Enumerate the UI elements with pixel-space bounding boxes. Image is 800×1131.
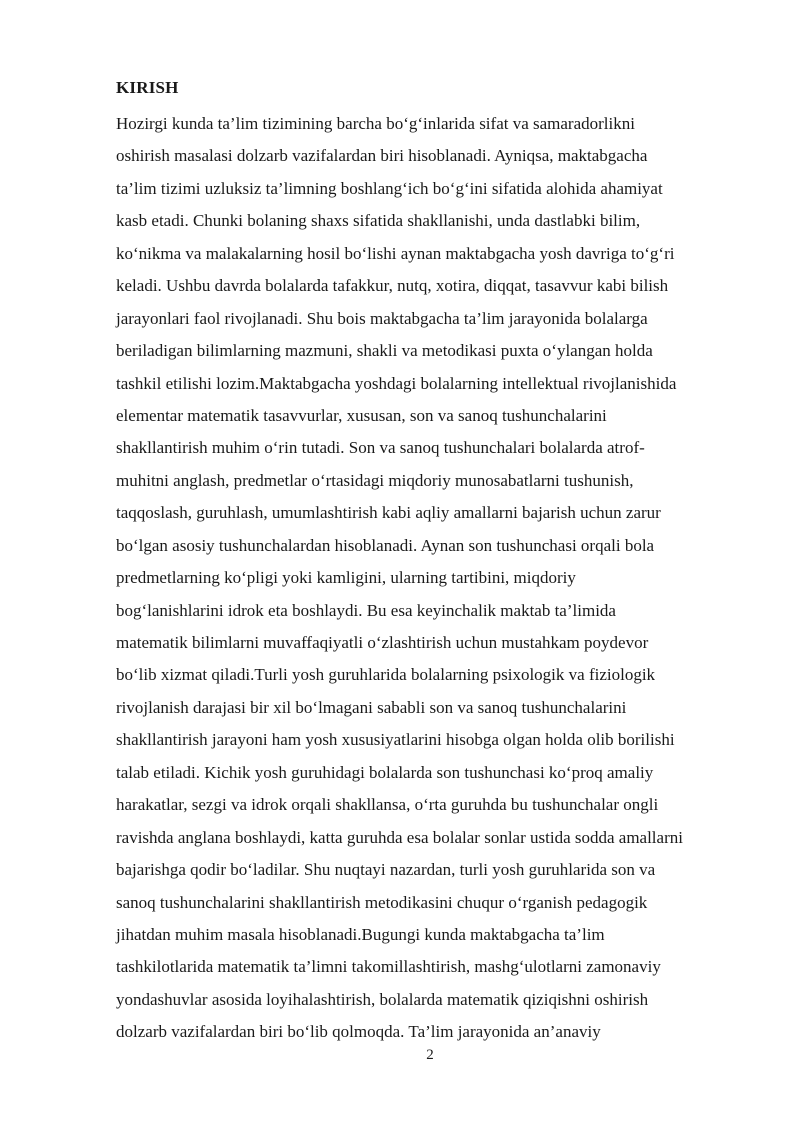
body-paragraph bbox=[116, 108, 756, 1049]
text-line: rivojlanish darajasi bir xil bo‘lmagani sababli son va sanoq tushunchalarini bbox=[116, 697, 627, 717]
text-line: ta’lim tizimi uzluksiz ta’limning boshlang‘ich bo‘g‘ini sifatida alohida ahamiyat bbox=[116, 178, 663, 198]
text-line: bajarishga qodir bo‘ladilar. Shu nuqtayi nazardan, turli yosh guruhlarida son va bbox=[116, 860, 656, 880]
text-line: jihatdan muhim masala hisoblanadi.Bugungi kunda maktabgacha ta’lim bbox=[116, 924, 605, 944]
page-number: 2 bbox=[426, 1047, 434, 1063]
text-line: taqqoslash, guruhlash, umumlashtirish kabi aqliy amallarni bajarish uchun zarur bbox=[116, 503, 661, 523]
text-line: ko‘nikma va malakalarning hosil bo‘lishi aynan maktabgacha yosh davriga to‘g‘ri bbox=[116, 243, 675, 263]
text-line: muhitni anglash, predmetlar o‘rtasidagi miqdoriy munosabatlarni tushunish, bbox=[116, 470, 634, 490]
text-line: harakatlar, sezgi va idrok orqali shakllansa, o‘rta guruhda bu tushunchalar ongli bbox=[116, 795, 659, 815]
text-line: oshirish masalasi dolzarb vazifalardan biri hisoblanadi. Ayniqsa, maktabgacha bbox=[116, 146, 648, 166]
text-line: jarayonlari faol rivojlanadi. Shu bois maktabgacha ta’lim jarayonida bolalarga bbox=[116, 308, 648, 328]
text-line: talab etiladi. Kichik yosh guruhidagi bolalarda son tushunchasi ko‘proq amaliy bbox=[116, 762, 654, 782]
text-line: Hozirgi kunda ta’lim tizimining barcha bo‘g‘inlarida sifat va samaradorlikni bbox=[116, 114, 635, 133]
text-line: bog‘lanishlarini idrok eta boshlaydi. Bu esa keyinchalik maktab ta’limida bbox=[116, 600, 616, 620]
section-heading: KIRISH bbox=[116, 78, 179, 97]
text-line: bo‘lgan asosiy tushunchalardan hisoblanadi. Aynan son tushunchasi orqali bola bbox=[116, 535, 655, 555]
text-line: sanoq tushunchalarini shakllantirish metodikasini chuqur o‘rganish pedagogik bbox=[116, 892, 648, 912]
text-line: tashkil etilishi lozim.Maktabgacha yoshdagi bolalarning intellektual rivojlanishida bbox=[116, 373, 677, 393]
text-line: bo‘lib xizmat qiladi.Turli yosh guruhlarida bolalarning psixologik va fiziologik bbox=[116, 665, 656, 685]
text-line: keladi. Ushbu davrda bolalarda tafakkur, nutq, xotira, diqqat, tasavvur kabi bilish bbox=[116, 276, 669, 296]
text-line: tashkilotlarida matematik ta’limni takomillashtirish, mashg‘ulotlarni zamonaviy bbox=[116, 957, 661, 977]
text-line: dolzarb vazifalardan biri bo‘lib qolmoqda. Ta’lim jarayonida an’anaviy bbox=[116, 1022, 601, 1042]
text-line: beriladigan bilimlarning mazmuni, shakli va metodikasi puxta o‘ylangan holda bbox=[116, 341, 653, 361]
text-line: shakllantirish jarayoni ham yosh xususiyatlarini hisobga olgan holda olib borilishi bbox=[116, 730, 675, 750]
text-line: matematik bilimlarni muvaffaqiyatli o‘zlashtirish uchun mustahkam poydevor bbox=[116, 633, 649, 652]
text-line: ravishda anglana boshlaydi, katta guruhda esa bolalar sonlar ustida sodda amallarni bbox=[116, 827, 683, 847]
text-line: shakllantirish muhim o‘rin tutadi. Son va sanoq tushunchalari bolalarda atrof- bbox=[116, 438, 645, 458]
text-line: yondashuvlar asosida loyihalashtirish, bolalarda matematik qiziqishni oshirish bbox=[116, 989, 649, 1009]
text-line: elementar matematik tasavvurlar, xususan, son va sanoq tushunchalarini bbox=[116, 405, 607, 425]
text-line: predmetlarning ko‘pligi yoki kamligini, ularning tartibini, miqdoriy bbox=[116, 568, 576, 588]
text-line: kasb etadi. Chunki bolaning shaxs sifatida shakllanishi, unda dastlabki bilim, bbox=[116, 211, 641, 231]
